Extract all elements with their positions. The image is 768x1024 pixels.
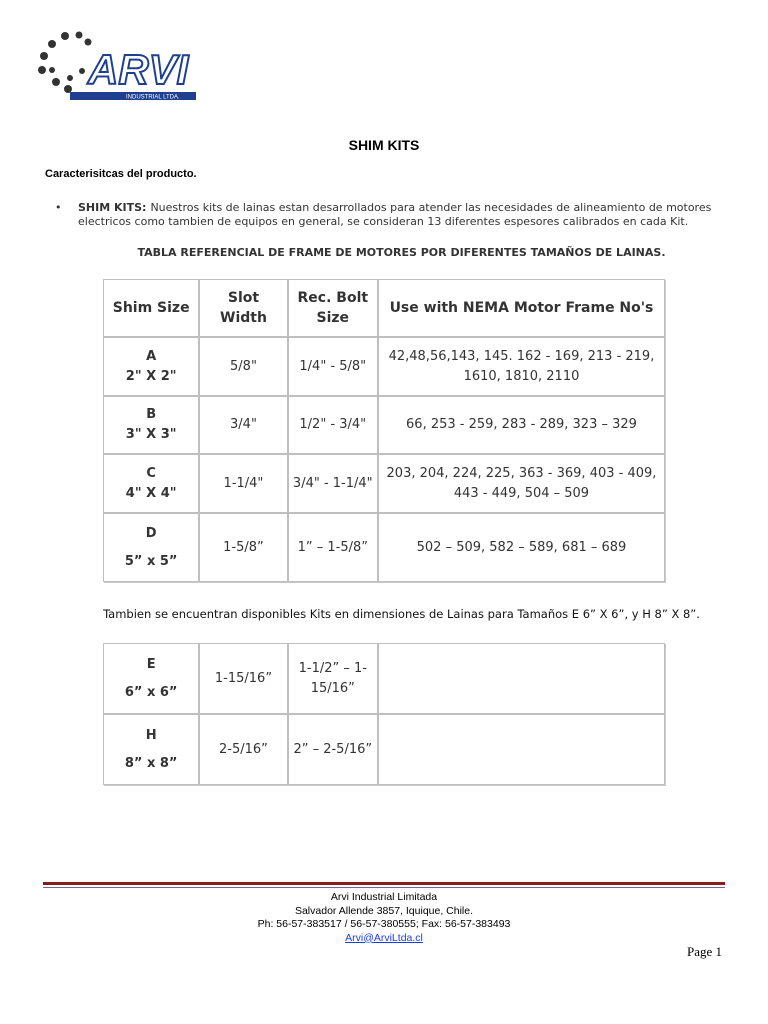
frames-cell: 502 – 509, 582 – 589, 681 – 689 <box>378 513 665 582</box>
description-bullet <box>55 201 715 229</box>
shim-size-cell <box>103 337 199 396</box>
shim-dims: 5” x 5” <box>124 553 178 569</box>
shim-size-cell <box>103 643 199 714</box>
footer-email-link[interactable]: Arvi@ArviLtda.cl <box>345 931 423 944</box>
page-number: Page 1 <box>686 944 722 959</box>
slot-width-cell: 1-1/4" <box>199 454 287 513</box>
table-row <box>103 513 665 582</box>
bolt-size-cell: 3/4" - 1-1/4" <box>288 454 378 513</box>
shim-size-cell <box>103 513 199 582</box>
table-heading: TABLA REFERENCIAL DE FRAME DE MOTORES POR DIFERENTES TAMAÑOS DE LAINAS. <box>137 246 666 259</box>
slot-width-cell: 2-5/16” <box>199 714 287 785</box>
extra-sizes-table <box>103 643 665 785</box>
frames-cell: 66, 253 - 259, 283 - 289, 323 – 329 <box>378 396 665 454</box>
frames-cell <box>378 643 665 714</box>
product-subtitle: Caracterisitcas del producto. <box>45 168 197 180</box>
table-row <box>103 337 665 396</box>
shim-size-cell <box>103 454 199 513</box>
shim-size-table <box>103 279 665 582</box>
slot-width-cell: 5/8" <box>199 337 287 396</box>
shim-letter: A <box>146 348 157 364</box>
header-bolt-size: Rec. Bolt Size <box>288 279 378 337</box>
shim-size-cell <box>103 714 199 785</box>
bolt-size-cell: 1-1/2” – 1-15/16” <box>288 643 378 714</box>
shim-dims: 3" X 3" <box>125 427 177 442</box>
bullet-dot-icon: • <box>55 201 62 214</box>
shim-dims: 4" X 4" <box>125 485 177 501</box>
slot-width-cell: 1-5/8” <box>199 513 287 582</box>
logo-brand: ARVI <box>88 46 189 93</box>
bolt-size-cell: 1/2" - 3/4" <box>288 396 378 454</box>
shim-dims: 2" X 2" <box>125 368 177 384</box>
footer-divider-thin <box>43 887 725 888</box>
footer-address: Salvador Allende 3857, Iquique, Chile. <box>294 904 474 917</box>
company-logo <box>32 26 202 104</box>
shim-size-cell <box>103 396 199 454</box>
slot-width-cell: 3/4" <box>199 396 287 454</box>
footer <box>0 891 768 945</box>
shim-letter: B <box>146 407 157 422</box>
header-slot-width: Slot Width <box>199 279 287 337</box>
bullet-lead: SHIM KITS: <box>78 201 147 214</box>
frames-cell: 42,48,56,143, 145. 162 - 169, 213 - 219, 1610, 1810, 2110 <box>378 337 665 396</box>
bolt-size-cell: 1/4" - 5/8" <box>288 337 378 396</box>
shim-letter: E <box>146 656 156 672</box>
shim-letter: H <box>145 727 157 743</box>
header-nema-frames: Use with NEMA Motor Frame No's <box>378 279 665 337</box>
logo-tagline: INDUSTRIAL LTDA. <box>126 94 180 101</box>
table-row <box>103 454 665 513</box>
shim-letter: D <box>145 525 157 541</box>
shim-dims: 6” x 6” <box>124 684 178 700</box>
availability-note: Tambien se encuentran disponibles Kits en dimensiones de Lainas para Tamaños E 6” X 6”, y H 8” X 8”. <box>103 607 700 621</box>
footer-phones: Ph: 56-57-383517 / 56-57-380555; Fax: 56-57-383493 <box>257 918 511 930</box>
frames-cell: 203, 204, 224, 225, 363 - 369, 403 - 409, 443 - 449, 504 – 509 <box>378 454 665 513</box>
shim-letter: C <box>146 465 156 481</box>
bolt-size-cell: 1” – 1-5/8” <box>288 513 378 582</box>
bullet-text: Nuestros kits de lainas estan desarrollados para atender las necesidades de alineamiento de motores electricos como tambien de equipos en general, se consideran 13 diferentes espesores calibrados en cada Kit. <box>78 201 712 228</box>
table-row <box>103 643 665 714</box>
header-shim-size: Shim Size <box>103 279 199 337</box>
bolt-size-cell: 2” – 2-5/16” <box>288 714 378 785</box>
table-row <box>103 396 665 454</box>
table-row <box>103 714 665 785</box>
slot-width-cell: 1-15/16” <box>199 643 287 714</box>
page-title: SHIM KITS <box>348 137 420 153</box>
table-header-row <box>103 279 665 337</box>
frames-cell <box>378 714 665 785</box>
footer-company: Arvi Industrial Limitada <box>330 891 438 903</box>
shim-dims: 8” x 8” <box>124 755 178 771</box>
footer-divider <box>43 882 725 885</box>
